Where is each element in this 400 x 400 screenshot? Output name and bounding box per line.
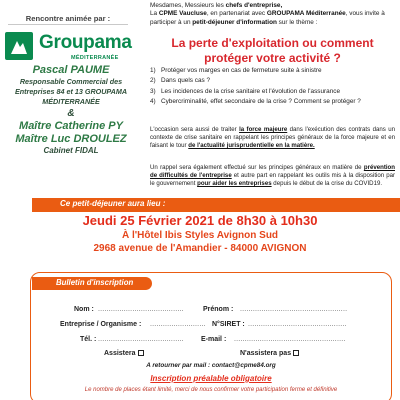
intro-text-e: , vous invite à participer à un (150, 10, 385, 26)
list-item (150, 77, 395, 86)
tel-label: Tél. : (80, 336, 97, 343)
email-label: E-mail : (201, 336, 227, 343)
siret-field[interactable]: .............................................. (248, 321, 347, 328)
list-item (150, 88, 395, 97)
registration-required-notice: Inscription préalable obligatoire (150, 374, 272, 383)
intro-text (150, 2, 395, 27)
ampersand: & (67, 108, 75, 119)
para1-highlight-b: la force majeure (239, 126, 288, 133)
siret-label: N°SIRET : (212, 321, 245, 328)
para2-highlight-b: prévention de difficultés de l'entreprise (150, 164, 395, 179)
question-text: Les incidences de la crise sanitaire et l'évolution de l'assurance (161, 87, 340, 95)
form-banner-label: Bulletin d'inscription (56, 278, 134, 287)
prenom-label: Prénom : (203, 306, 234, 313)
nom-field[interactable]: ........................................ (98, 306, 184, 313)
intro-petit-dejeuner: petit-déjeuner d'information (192, 18, 277, 26)
para2-highlight-d: pour aider les entreprises (197, 180, 272, 187)
event-venue: À l'Hôtel Ibis Styles Avignon Sud (121, 230, 279, 241)
question-text: Protéger vos marges en cas de fermeture suite à sinistre (161, 67, 322, 74)
rencontre-heading: Rencontre animée par : (8, 14, 128, 25)
speaker-1-role: Responsable Commercial des Entreprises 84 et 13 GROUPAMA MÉDITERRANÉE (14, 77, 128, 106)
intro-groupama: GROUPAMA Méditerranée (266, 10, 346, 18)
intro-salutation: Mesdames, Messieurs les (150, 2, 226, 9)
entreprise-field[interactable]: .......................... (150, 321, 206, 328)
intro-text-g: sur le thème : (276, 18, 318, 26)
return-instructions: A retourner par mail : contact@cpme84.org (146, 362, 276, 369)
groupama-logo (5, 30, 145, 66)
question-number: 4) (150, 98, 156, 106)
prevention-paragraph (150, 164, 395, 188)
logo-wordmark: Groupama (39, 32, 132, 53)
para1-text-a: L'occasion sera aussi de traiter (150, 126, 240, 133)
nom-label: Nom : (74, 306, 94, 313)
assistera-label: Assistera (104, 350, 136, 357)
speaker-2-name: Maître Catherine PY (19, 120, 123, 132)
question-list (150, 67, 395, 109)
event-details (0, 213, 400, 255)
question-text: Cybercriminalité, effet secondaire de la crise ? Comment se protéger ? (161, 98, 361, 106)
para2-text-c: et autre part en rappelant les outils mis à la disposition par le gouvernement (150, 172, 395, 187)
speakers-block (4, 64, 138, 156)
nassistera-checkbox[interactable] (293, 350, 299, 356)
entreprise-label: Entreprise / Organisme : (60, 321, 142, 328)
event-banner-label: Ce petit-déjeuner aura lieu : (60, 199, 166, 208)
question-number: 2) (150, 77, 156, 85)
intro-cpme: CPME Vaucluse (158, 10, 207, 18)
nassistera-label: N'assistera pas (240, 350, 292, 357)
para1-text-c: dans l'exécution des contrats dans un contexte de crise sanitaire en rappelant les principes généraux de la force majeure et en faisant le tour (150, 126, 395, 149)
prenom-field[interactable]: .................................................. (240, 306, 348, 313)
para2-text-e: depuis le début de la crise du COVID19. (271, 180, 383, 187)
para1-highlight-d: de l'actualité jurisprudentielle en la matière. (188, 142, 315, 149)
event-address: 2968 avenue de l'Amandier - 84000 AVIGNON (93, 243, 307, 254)
logo-subtitle: MÉDITERRANÉE (71, 55, 119, 61)
list-item (150, 98, 395, 107)
list-item (150, 67, 395, 76)
force-majeure-paragraph (150, 126, 395, 150)
nassistera-option[interactable] (240, 350, 299, 357)
question-number: 1) (150, 67, 156, 74)
tel-field[interactable]: ........................................ (98, 336, 184, 343)
cabinet-name: Cabinet FIDAL (43, 146, 99, 155)
intro-text-c: , en partenariat avec (206, 10, 267, 18)
headline: La perte d'exploitation ou comment protéger votre activité ? (171, 36, 374, 65)
question-text: Dans quels cas ? (161, 77, 211, 85)
intro-salutation-bold: chefs d'entreprise, (225, 2, 283, 9)
speaker-1-name: Pascal PAUME (32, 64, 110, 76)
email-field[interactable]: .................................................... (234, 336, 346, 343)
assistera-checkbox[interactable] (138, 350, 144, 356)
assistera-option[interactable] (104, 350, 144, 357)
intro-text-a: La (150, 10, 159, 18)
limited-places-notice: Le nombre de places étant limité, merci de nous confirmer votre participation ferme et définitive (84, 387, 338, 393)
event-date: Jeudi 25 Février 2021 de 8h30 à 10h30 (82, 213, 318, 228)
groupama-emblem-icon (5, 32, 33, 60)
para2-text-a: Un rappel sera également effectué sur les principes généraux en matière de (150, 164, 364, 171)
speaker-3-name: Maître Luc DROULEZ (15, 133, 127, 145)
question-number: 3) (150, 87, 156, 95)
